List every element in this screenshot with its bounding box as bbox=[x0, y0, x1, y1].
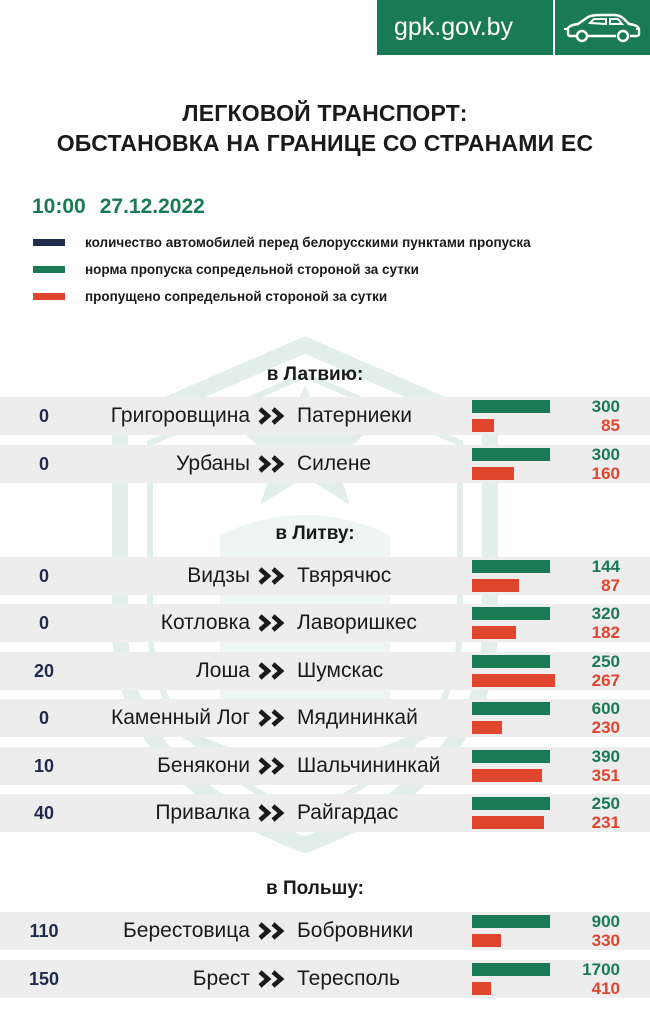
norm-bar bbox=[472, 915, 550, 928]
passed-value: 230 bbox=[591, 718, 620, 737]
to-checkpoint: Твярячюс bbox=[297, 564, 392, 587]
date-label: 27.12.2022 bbox=[99, 195, 205, 218]
table-row bbox=[0, 445, 650, 483]
to-checkpoint: Бобровники bbox=[297, 919, 414, 942]
passed-bar bbox=[472, 816, 544, 829]
legend-swatch-red bbox=[33, 293, 65, 300]
norm-bar bbox=[472, 560, 550, 573]
legend-label: пропущено сопредельной стороной за сутки bbox=[85, 289, 388, 304]
header-bar bbox=[377, 0, 650, 55]
legend-label: количество автомобилей перед белорусскими пунктами пропуска bbox=[85, 235, 531, 250]
passed-bar bbox=[472, 579, 519, 592]
passed-value: 267 bbox=[591, 671, 620, 690]
table-row bbox=[0, 699, 650, 737]
legend-item-queue bbox=[33, 235, 633, 250]
queue-count: 10 bbox=[33, 756, 55, 776]
norm-value: 390 bbox=[591, 747, 620, 766]
from-checkpoint: Брест bbox=[192, 967, 250, 990]
double-chevron-icon bbox=[258, 922, 292, 940]
passed-bar bbox=[472, 626, 516, 639]
queue-count: 0 bbox=[38, 454, 49, 474]
table-row bbox=[0, 960, 650, 998]
queue-count: 0 bbox=[38, 708, 49, 728]
queue-count: 0 bbox=[38, 613, 49, 633]
table-row bbox=[0, 397, 650, 435]
from-checkpoint: Берестовица bbox=[123, 919, 250, 942]
legend-item-passed bbox=[33, 289, 633, 304]
queue-count: 0 bbox=[38, 406, 49, 426]
legend-item-norm bbox=[33, 262, 633, 277]
passed-bar bbox=[472, 419, 494, 432]
norm-value: 144 bbox=[591, 557, 620, 576]
double-chevron-icon bbox=[258, 970, 292, 988]
datetime bbox=[32, 195, 205, 219]
passed-bar bbox=[472, 721, 502, 734]
passed-value: 182 bbox=[591, 623, 620, 642]
norm-value: 300 bbox=[591, 445, 620, 464]
passed-value: 160 bbox=[591, 464, 620, 483]
passed-bar bbox=[472, 674, 555, 687]
from-checkpoint: Григоровщина bbox=[110, 404, 250, 427]
legend-label: норма пропуска сопредельной стороной за сутки bbox=[85, 262, 419, 277]
time-label: 10:00 bbox=[32, 195, 86, 218]
table-row bbox=[0, 747, 650, 785]
table-row bbox=[0, 604, 650, 642]
norm-bar bbox=[472, 607, 550, 620]
from-checkpoint: Урбаны bbox=[176, 452, 250, 475]
norm-bar bbox=[472, 655, 550, 668]
norm-value: 250 bbox=[591, 652, 620, 671]
from-checkpoint: Котловка bbox=[160, 611, 250, 634]
from-checkpoint: Видзы bbox=[187, 564, 250, 587]
double-chevron-icon bbox=[258, 455, 292, 473]
passed-bar bbox=[472, 934, 501, 947]
to-checkpoint: Мядининкай bbox=[297, 706, 418, 729]
passed-value: 87 bbox=[601, 576, 620, 595]
passed-value: 330 bbox=[591, 931, 620, 950]
to-checkpoint: Райгардас bbox=[297, 801, 399, 824]
queue-count: 40 bbox=[33, 803, 55, 823]
norm-bar bbox=[472, 797, 550, 810]
legend-swatch-navy bbox=[33, 239, 65, 246]
to-checkpoint: Шальчининкай bbox=[297, 754, 441, 777]
from-checkpoint: Привалка bbox=[155, 801, 250, 824]
norm-value: 1700 bbox=[582, 960, 620, 979]
site-url[interactable]: gpk.gov.by bbox=[394, 13, 514, 41]
passed-value: 351 bbox=[591, 766, 620, 785]
double-chevron-icon bbox=[258, 757, 292, 775]
to-checkpoint: Лаворишкес bbox=[297, 611, 417, 634]
queue-count: 110 bbox=[29, 921, 59, 941]
section-title-lithuania: в Литву: bbox=[275, 523, 355, 544]
queue-count: 0 bbox=[38, 566, 49, 586]
car-icon bbox=[555, 11, 650, 45]
to-checkpoint: Шумскас bbox=[297, 659, 384, 682]
from-checkpoint: Бенякони bbox=[157, 754, 250, 777]
norm-value: 250 bbox=[591, 794, 620, 813]
table-row bbox=[0, 794, 650, 832]
passed-bar bbox=[472, 982, 491, 995]
norm-value: 900 bbox=[591, 912, 620, 931]
to-checkpoint: Патерниеки bbox=[297, 404, 412, 427]
norm-value: 600 bbox=[591, 699, 620, 718]
norm-bar bbox=[472, 750, 550, 763]
title-line-2: ОБСТАНОВКА НА ГРАНИЦЕ СО СТРАНАМИ ЕС bbox=[56, 130, 594, 156]
double-chevron-icon bbox=[258, 804, 292, 822]
from-checkpoint: Лоша bbox=[196, 659, 250, 682]
double-chevron-icon bbox=[258, 407, 292, 425]
from-checkpoint: Каменный Лог bbox=[110, 706, 250, 729]
norm-bar bbox=[472, 400, 550, 413]
table-row bbox=[0, 652, 650, 690]
to-checkpoint: Тересполь bbox=[297, 967, 400, 990]
norm-value: 320 bbox=[591, 604, 620, 623]
section-title-latvia: в Латвию: bbox=[266, 364, 364, 385]
queue-count: 150 bbox=[28, 969, 60, 989]
page-title bbox=[0, 98, 650, 158]
to-checkpoint: Силене bbox=[297, 452, 372, 475]
table-row bbox=[0, 912, 650, 950]
title-line-1: ЛЕГКОВОЙ ТРАНСПОРТ: bbox=[182, 100, 468, 126]
passed-value: 410 bbox=[591, 979, 620, 998]
legend-swatch-green bbox=[33, 266, 65, 273]
passed-bar bbox=[472, 467, 514, 480]
section-title-poland: в Польшу: bbox=[266, 878, 364, 899]
passed-value: 231 bbox=[591, 813, 620, 832]
double-chevron-icon bbox=[258, 614, 292, 632]
norm-bar bbox=[472, 963, 550, 976]
passed-bar bbox=[472, 769, 542, 782]
double-chevron-icon bbox=[258, 662, 292, 680]
double-chevron-icon bbox=[258, 567, 292, 585]
queue-count: 20 bbox=[33, 661, 55, 681]
norm-bar bbox=[472, 702, 550, 715]
norm-bar bbox=[472, 448, 550, 461]
norm-value: 300 bbox=[591, 397, 620, 416]
double-chevron-icon bbox=[258, 709, 292, 727]
table-row bbox=[0, 557, 650, 595]
passed-value: 85 bbox=[601, 416, 620, 435]
